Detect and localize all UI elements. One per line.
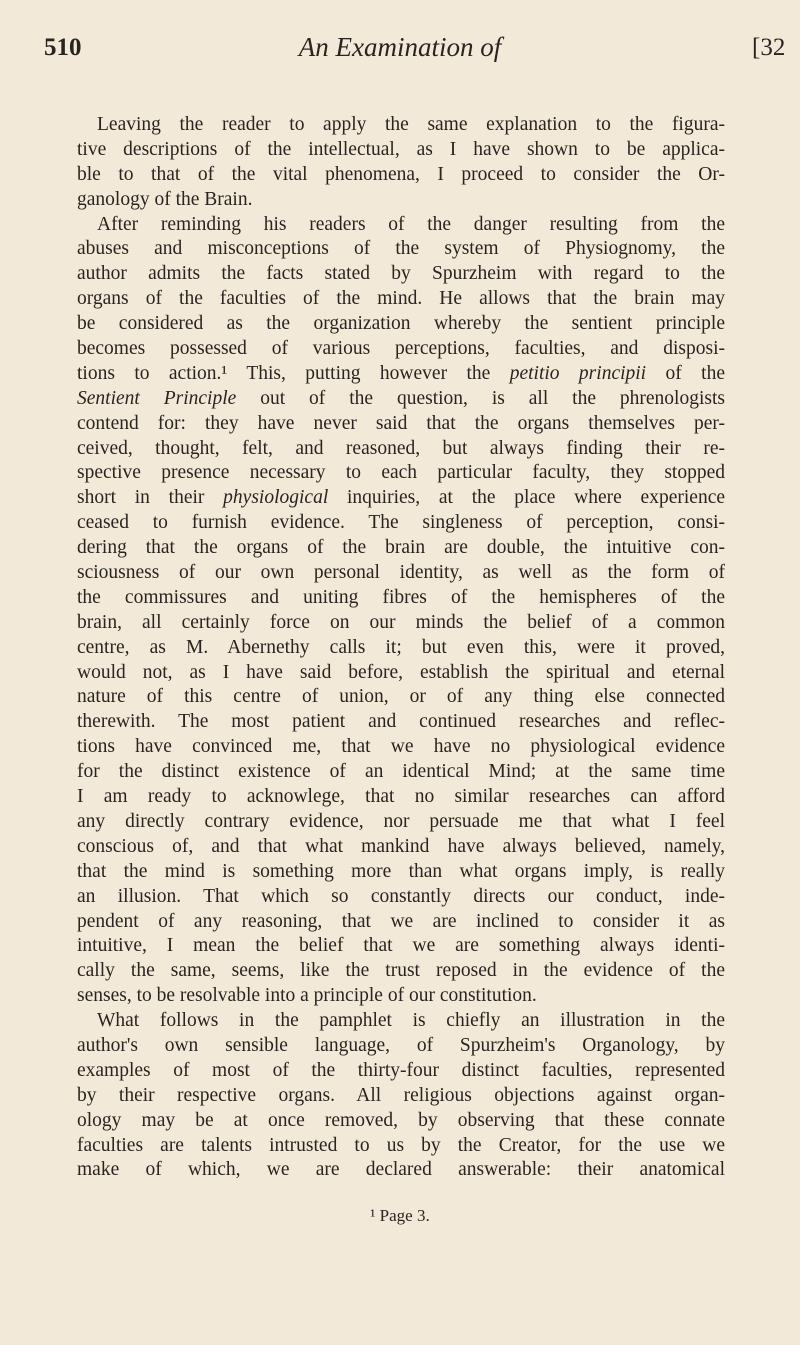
text-segment: tions have convinced me, that we have no physiological evidence [77, 736, 725, 758]
text-line [77, 387, 725, 412]
text-line [77, 163, 725, 188]
running-title: An Examination of [298, 32, 502, 62]
text-line [77, 1109, 725, 1134]
text-line [77, 860, 725, 885]
italic-text: physiological [223, 487, 329, 509]
text-segment: examples of most of the thirty-four distinct faculties, represented [77, 1059, 725, 1081]
text-segment: intuitive, I mean the belief that we are something always identi- [77, 935, 725, 957]
text-segment: ology may be at once removed, by observing that these connate [77, 1109, 725, 1131]
text-segment: for the distinct existence of an identical Mind; at the same time [77, 761, 725, 783]
text-line [77, 1158, 725, 1183]
text-segment: centre, as M. Abernethy calls it; but even this, were it proved, [77, 636, 725, 658]
text-segment: short in their [77, 487, 224, 509]
text-line [77, 1034, 725, 1059]
text-line [77, 934, 725, 959]
page-header [0, 30, 800, 70]
text-segment: Leaving the reader to apply the same explanation to the figura- [97, 114, 725, 135]
text-line [77, 113, 725, 138]
text-line [77, 1134, 725, 1159]
text-line [77, 661, 725, 686]
text-segment: tive descriptions of the intellectual, as I have shown to be applica- [77, 138, 725, 160]
text-segment: brain, all certainly force on our minds the belief of a common [77, 611, 725, 633]
text-segment: be considered as the organization whereby the sentient principle [77, 313, 725, 335]
text-segment: dering that the organs of the brain are double, the intuitive con- [77, 537, 725, 559]
text-segment: that the mind is something more than what organs imply, is really [77, 860, 725, 882]
text-line [77, 885, 725, 910]
text-segment: After reminding his readers of the danger resulting from the [97, 213, 725, 235]
text-segment: by their respective organs. All religious objections against organ- [77, 1084, 725, 1106]
text-line [77, 611, 725, 636]
text-segment: becomes possessed of various perceptions, faculties, and disposi- [77, 338, 725, 360]
text-line [77, 910, 725, 935]
signature-mark: [32 [752, 34, 786, 61]
italic-text: Sentient Principle [77, 387, 237, 409]
text-segment: faculties are talents intrusted to us by the Creator, for the use we [77, 1134, 725, 1156]
text-line [77, 685, 725, 710]
text-segment: I am ready to acknowlege, that no similar researches can afford [77, 786, 725, 808]
text-line [77, 561, 725, 586]
text-line [77, 337, 725, 362]
text-segment: ceived, thought, felt, and reasoned, but always finding their re- [77, 437, 725, 459]
text-segment: author's own sensible language, of Spurzheim's Organology, by [77, 1034, 725, 1056]
text-line [77, 412, 725, 437]
page-number: 510 [44, 34, 82, 61]
text-line [77, 188, 725, 213]
text-segment: would not, as I have said before, establish the spiritual and eternal [77, 661, 725, 683]
text-segment: an illusion. That which so constantly directs our conduct, inde- [77, 885, 725, 907]
text-segment: ceased to furnish evidence. The singleness of perception, consi- [77, 512, 725, 534]
text-segment: therewith. The most patient and continued researches and reflec- [77, 711, 725, 733]
text-line [77, 636, 725, 661]
text-segment: of the [646, 362, 725, 384]
text-line [77, 287, 725, 312]
text-line [77, 760, 725, 785]
text-line [77, 810, 725, 835]
text-line [77, 586, 725, 611]
text-segment: What follows in the pamphlet is chiefly an illustration in the [97, 1010, 725, 1032]
text-segment: inquiries, at the place where experience [328, 487, 725, 509]
text-segment: cally the same, seems, like the trust reposed in the evidence of the [77, 960, 725, 982]
text-segment: any directly contrary evidence, nor persuade me that what I feel [77, 810, 725, 832]
body-text [77, 113, 725, 1183]
text-segment: make of which, we are declared answerable: their anatomical [77, 1159, 725, 1181]
text-line [77, 262, 725, 287]
text-segment: pendent of any reasoning, that we are inclined to consider it as [77, 910, 725, 932]
text-segment: out of the question, is all the phrenologists [236, 387, 725, 409]
text-line [77, 213, 725, 238]
text-line [77, 1009, 725, 1034]
text-line [77, 959, 725, 984]
text-line [77, 511, 725, 536]
text-line [77, 138, 725, 163]
text-segment: the commissures and uniting fibres of the hemispheres of the [77, 586, 725, 608]
text-segment: ble to that of the vital phenomena, I proceed to consider the Or- [77, 163, 725, 185]
text-line [77, 312, 725, 337]
text-segment: abuses and misconceptions of the system of Physiognomy, the [77, 238, 725, 260]
text-line [77, 735, 725, 760]
text-segment: nature of this centre of union, or of any thing else connected [77, 686, 725, 708]
text-line [77, 237, 725, 262]
text-line [77, 437, 725, 462]
text-line [77, 835, 725, 860]
text-line [77, 1084, 725, 1109]
text-segment: conscious of, and that what mankind have always believed, namely, [77, 835, 725, 857]
text-segment: contend for: they have never said that the organs themselves per- [77, 412, 725, 434]
text-segment: sciousness of our own personal identity, as well as the form of [77, 562, 725, 584]
text-line [77, 536, 725, 561]
text-segment: organs of the faculties of the mind. He allows that the brain may [77, 288, 725, 310]
footnote: ¹ Page 3. [370, 1206, 430, 1225]
text-line [77, 362, 725, 387]
text-line [77, 710, 725, 735]
text-line [77, 984, 725, 1009]
text-segment: ganology of the Brain. [77, 188, 253, 210]
text-segment: tions to action.¹ This, putting however the [77, 362, 510, 384]
text-segment: senses, to be resolvable into a principle of our constitution. [77, 985, 537, 1007]
text-segment: author admits the facts stated by Spurzheim with regard to the [77, 263, 725, 285]
text-line [77, 486, 725, 511]
text-line [77, 461, 725, 486]
italic-text: petitio principii [509, 362, 647, 384]
text-segment: spective presence necessary to each particular faculty, they stopped [77, 462, 725, 484]
text-line [77, 1059, 725, 1084]
text-line [77, 785, 725, 810]
